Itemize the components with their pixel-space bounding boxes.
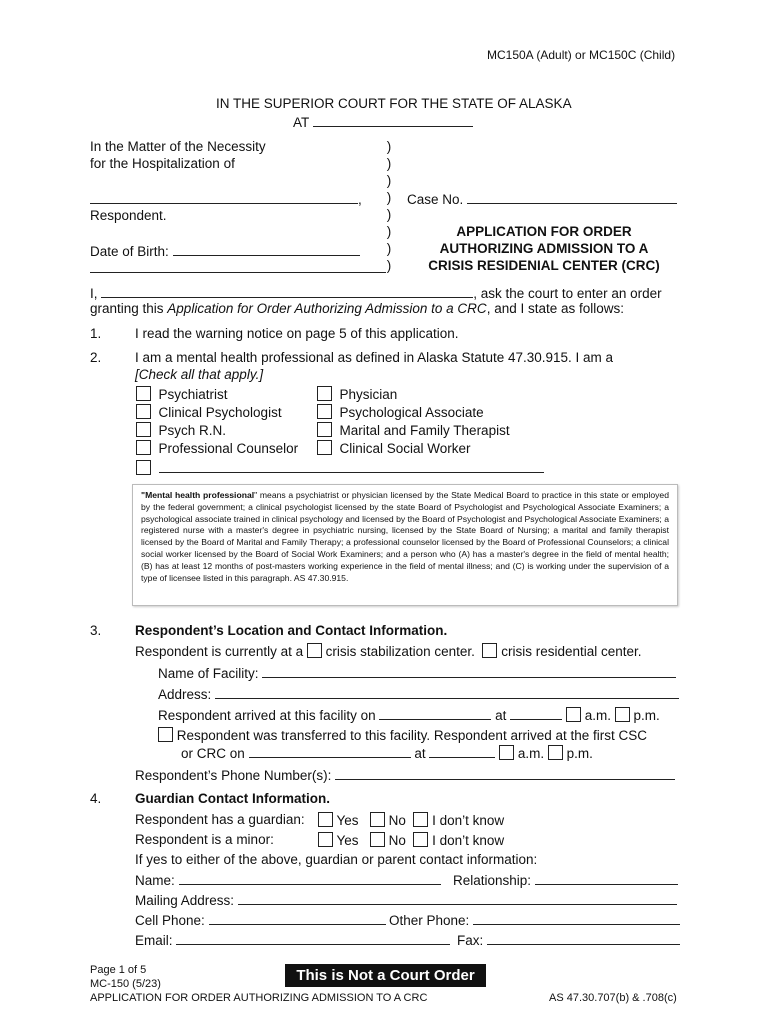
am-checkbox[interactable]: [566, 707, 581, 722]
yes-label: Yes: [336, 813, 359, 828]
csc-label: crisis stabilization center.: [325, 644, 475, 659]
fax-row: [457, 931, 680, 948]
definition-box: [132, 484, 678, 606]
other-phone-row: [389, 911, 680, 928]
yes-label: Yes: [336, 833, 359, 848]
at-label: AT: [293, 115, 310, 130]
option-label: Psychological Associate: [339, 405, 484, 420]
currently-label: Respondent is currently at a: [135, 644, 304, 659]
cell-phone-field[interactable]: [209, 911, 386, 925]
respondent-name-field[interactable]: [90, 190, 358, 204]
option-label: Clinical Social Worker: [339, 441, 471, 456]
respondent-name-row: [90, 190, 362, 207]
option-label: Physician: [339, 387, 398, 402]
minor-label: Respondent is a minor:: [135, 832, 274, 847]
footer-statute: AS 47.30.707(b) & .708(c): [549, 992, 677, 1004]
crc-checkbox[interactable]: [482, 643, 497, 658]
guardian-name-field[interactable]: [179, 871, 441, 885]
facility-name-row: [158, 664, 676, 681]
item-4-heading: Guardian Contact Information.: [135, 791, 331, 806]
form-code: MC150A (Adult) or MC150C (Child): [487, 48, 676, 62]
caption-bottom-rule: [90, 259, 386, 276]
prof-option-psychological-associate[interactable]: [317, 404, 484, 420]
dob-field[interactable]: [173, 242, 360, 256]
case-no-field[interactable]: [467, 190, 677, 204]
dont-know-checkbox[interactable]: [413, 812, 428, 827]
am-label: a.m.: [584, 708, 611, 723]
matter-line-2: for the Hospitalization of: [90, 156, 235, 171]
dont-know-checkbox[interactable]: [413, 832, 428, 847]
checkbox[interactable]: [317, 422, 332, 437]
transferred-row: [158, 727, 647, 743]
pm-label: p.m.: [566, 746, 593, 761]
dont-know-label: I don’t know: [432, 813, 505, 828]
facility-label: Name of Facility:: [158, 666, 259, 681]
arrival-row: [158, 706, 660, 723]
am-label: a.m.: [517, 746, 545, 761]
dob-label: Date of Birth:: [90, 244, 169, 259]
page-number: Page 1 of 5: [90, 964, 147, 976]
item-2-number: 2.: [90, 350, 102, 365]
guardian-options: [318, 812, 504, 828]
comma: ,: [358, 192, 362, 207]
applicant-name-field[interactable]: [101, 284, 473, 298]
prof-option-psych-rn[interactable]: [136, 422, 226, 438]
item-3-number: 3.: [90, 623, 102, 638]
form-version: MC-150 (5/23): [90, 978, 161, 990]
email-row: [135, 931, 450, 948]
current-location-row: [135, 643, 642, 659]
first-arrival-date-field[interactable]: [249, 744, 411, 758]
intro-line: [90, 284, 662, 301]
respondent-label: Respondent.: [90, 208, 167, 223]
address-field[interactable]: [215, 685, 679, 699]
caption-rule-line: [90, 259, 386, 273]
arrival-date-field[interactable]: [379, 706, 491, 720]
matter-line-1: In the Matter of the Necessity: [90, 139, 266, 154]
pm-checkbox[interactable]: [548, 745, 563, 760]
doc-title-line-2: AUTHORIZING ADMISSION TO A: [439, 241, 649, 256]
mailing-address-field[interactable]: [238, 891, 677, 905]
caption-paren: ): [386, 207, 392, 222]
item-1-number: 1.: [90, 326, 102, 341]
court-location: [293, 113, 473, 130]
checkbox[interactable]: [136, 386, 151, 401]
checkbox[interactable]: [317, 440, 332, 455]
option-label: Marital and Family Therapist: [339, 423, 510, 438]
crc-label: crisis residential center.: [501, 644, 642, 659]
not-court-order-banner: This is Not a Court Order: [285, 964, 486, 987]
granting-title: Application for Order Authorizing Admission to a CRC: [167, 301, 487, 316]
caption-paren: ): [386, 173, 392, 188]
item-4-number: 4.: [90, 791, 102, 806]
dont-know-label: I don’t know: [432, 833, 505, 848]
prof-option-marital-family-therapist[interactable]: [317, 422, 510, 438]
address-row: [158, 685, 679, 702]
prof-option-psychiatrist[interactable]: [136, 386, 228, 402]
fax-field[interactable]: [487, 931, 680, 945]
checkbox[interactable]: [136, 440, 151, 455]
mailing-label: Mailing Address:: [135, 893, 235, 908]
am-checkbox[interactable]: [499, 745, 514, 760]
caption-paren: ): [386, 190, 392, 205]
option-label: Clinical Psychologist: [158, 405, 282, 420]
option-label: Psychiatrist: [158, 387, 228, 402]
phone-field[interactable]: [335, 766, 675, 780]
caption-paren: ): [386, 241, 392, 256]
email-field[interactable]: [176, 931, 450, 945]
case-no-row: [407, 190, 677, 207]
option-label: Psych R.N.: [158, 423, 227, 438]
pm-checkbox[interactable]: [615, 707, 630, 722]
other-phone-field[interactable]: [473, 911, 680, 925]
court-location-field[interactable]: [313, 113, 473, 127]
checkbox[interactable]: [317, 386, 332, 401]
item-1-text: I read the warning notice on page 5 of this application.: [135, 326, 459, 341]
caption-paren: ): [386, 156, 392, 171]
check-all-instruction: [Check all that apply.]: [135, 367, 264, 382]
doc-title-line-3: CRISIS RESIDENIAL CENTER (CRC): [428, 258, 660, 273]
case-no-label: Case No.: [407, 192, 464, 207]
if-yes-text: If yes to either of the above, guardian or parent contact information:: [135, 852, 538, 867]
definition-body: " means a psychiatrist or physician licensed by the State Medical Board to practice in this state or employed by the federal government; a clinical psychologist licensed by the state Board of Psychologist and Psychological Associate Examiners; a psychological associate trained in clinical psychology and licensed by the Board of Psychologist and Psychological Associate Examiners; a registered nurse with a master's degree in psychiatric nursing, licensed by the State Board of Nursing; a marital and family therapist licensed by the Board of Marital and Family Therapy; a professional counselor licensed by the Board of Professional Counselors; a clinical social worker licensed by the Board of Social Work Examiners; and a person who (A) has a master's degree in the field of mental health; (B) has at least 12 months of post-masters working experience in the field of mental illness; and (C) is working under the supervision of a type of licensee listed in this paragraph. AS 47.30.915.: [141, 490, 669, 583]
court-heading: IN THE SUPERIOR COURT FOR THE STATE OF ALASKA: [216, 96, 572, 111]
footer-title: APPLICATION FOR ORDER AUTHORIZING ADMISSION TO A CRC: [90, 992, 428, 1004]
caption-paren: ): [386, 224, 392, 239]
caption-paren: ): [386, 139, 392, 154]
no-label: No: [388, 833, 406, 848]
transferred-label: Respondent was transferred to this facility. Respondent arrived at the first CSC: [176, 728, 647, 743]
item-3-heading: Respondent’s Location and Contact Information.: [135, 623, 448, 638]
checkbox[interactable]: [136, 422, 151, 437]
checkbox[interactable]: [136, 404, 151, 419]
yes-checkbox[interactable]: [318, 812, 333, 827]
no-checkbox[interactable]: [370, 812, 385, 827]
intro-granting: [90, 301, 624, 316]
granting-post: , and I state as follows:: [486, 301, 625, 316]
yes-checkbox[interactable]: [318, 832, 333, 847]
at-label: at: [495, 708, 507, 723]
cell-label: Cell Phone:: [135, 913, 205, 928]
prof-option-physician[interactable]: [317, 386, 397, 402]
transferred-checkbox[interactable]: [158, 727, 173, 742]
prof-option-clinical-psychologist[interactable]: [136, 404, 282, 420]
checkbox[interactable]: [317, 404, 332, 419]
minor-options: [318, 832, 504, 848]
relationship-field[interactable]: [535, 871, 678, 885]
checkbox[interactable]: [136, 460, 151, 475]
pm-label: p.m.: [633, 708, 660, 723]
first-arrival-row: [181, 744, 593, 761]
email-label: Email:: [135, 933, 173, 948]
or-crc-label: or CRC on: [181, 746, 245, 761]
option-label: Professional Counselor: [158, 441, 299, 456]
fax-label: Fax:: [457, 933, 484, 948]
name-label: Name:: [135, 873, 175, 888]
arrived-label: Respondent arrived at this facility on: [158, 708, 376, 723]
relationship-row: [453, 871, 678, 888]
guardian-label: Respondent has a guardian:: [135, 812, 305, 827]
facility-name-field[interactable]: [262, 664, 676, 678]
mailing-row: [135, 891, 677, 908]
no-checkbox[interactable]: [370, 832, 385, 847]
dob-row: [90, 242, 360, 259]
phone-label: Respondent’s Phone Number(s):: [135, 768, 332, 783]
intro-ask: , ask the court to enter an order: [473, 286, 662, 301]
first-arrival-time-field[interactable]: [429, 744, 495, 758]
cell-row: [135, 911, 386, 928]
no-label: No: [388, 813, 406, 828]
prof-option-other[interactable]: [136, 459, 544, 476]
csc-checkbox[interactable]: [307, 643, 322, 658]
relationship-label: Relationship:: [453, 873, 532, 888]
other-phone-label: Other Phone:: [389, 913, 470, 928]
prof-option-professional-counselor[interactable]: [136, 440, 298, 456]
other-profession-field[interactable]: [159, 459, 544, 473]
at-label: at: [414, 746, 426, 761]
item-2-text: I am a mental health professional as defined in Alaska Statute 47.30.915. I am a: [135, 350, 614, 365]
definition-term: "Mental health professional: [141, 490, 255, 500]
prof-option-clinical-social-worker[interactable]: [317, 440, 471, 456]
address-label: Address:: [158, 687, 212, 702]
caption-paren: ): [386, 258, 392, 273]
arrival-time-field[interactable]: [510, 706, 562, 720]
guardian-name-row: [135, 871, 441, 888]
doc-title-line-1: APPLICATION FOR ORDER: [456, 224, 632, 239]
intro-i: I,: [90, 286, 98, 301]
phone-row: [135, 766, 675, 783]
granting-pre: granting this: [90, 301, 168, 316]
